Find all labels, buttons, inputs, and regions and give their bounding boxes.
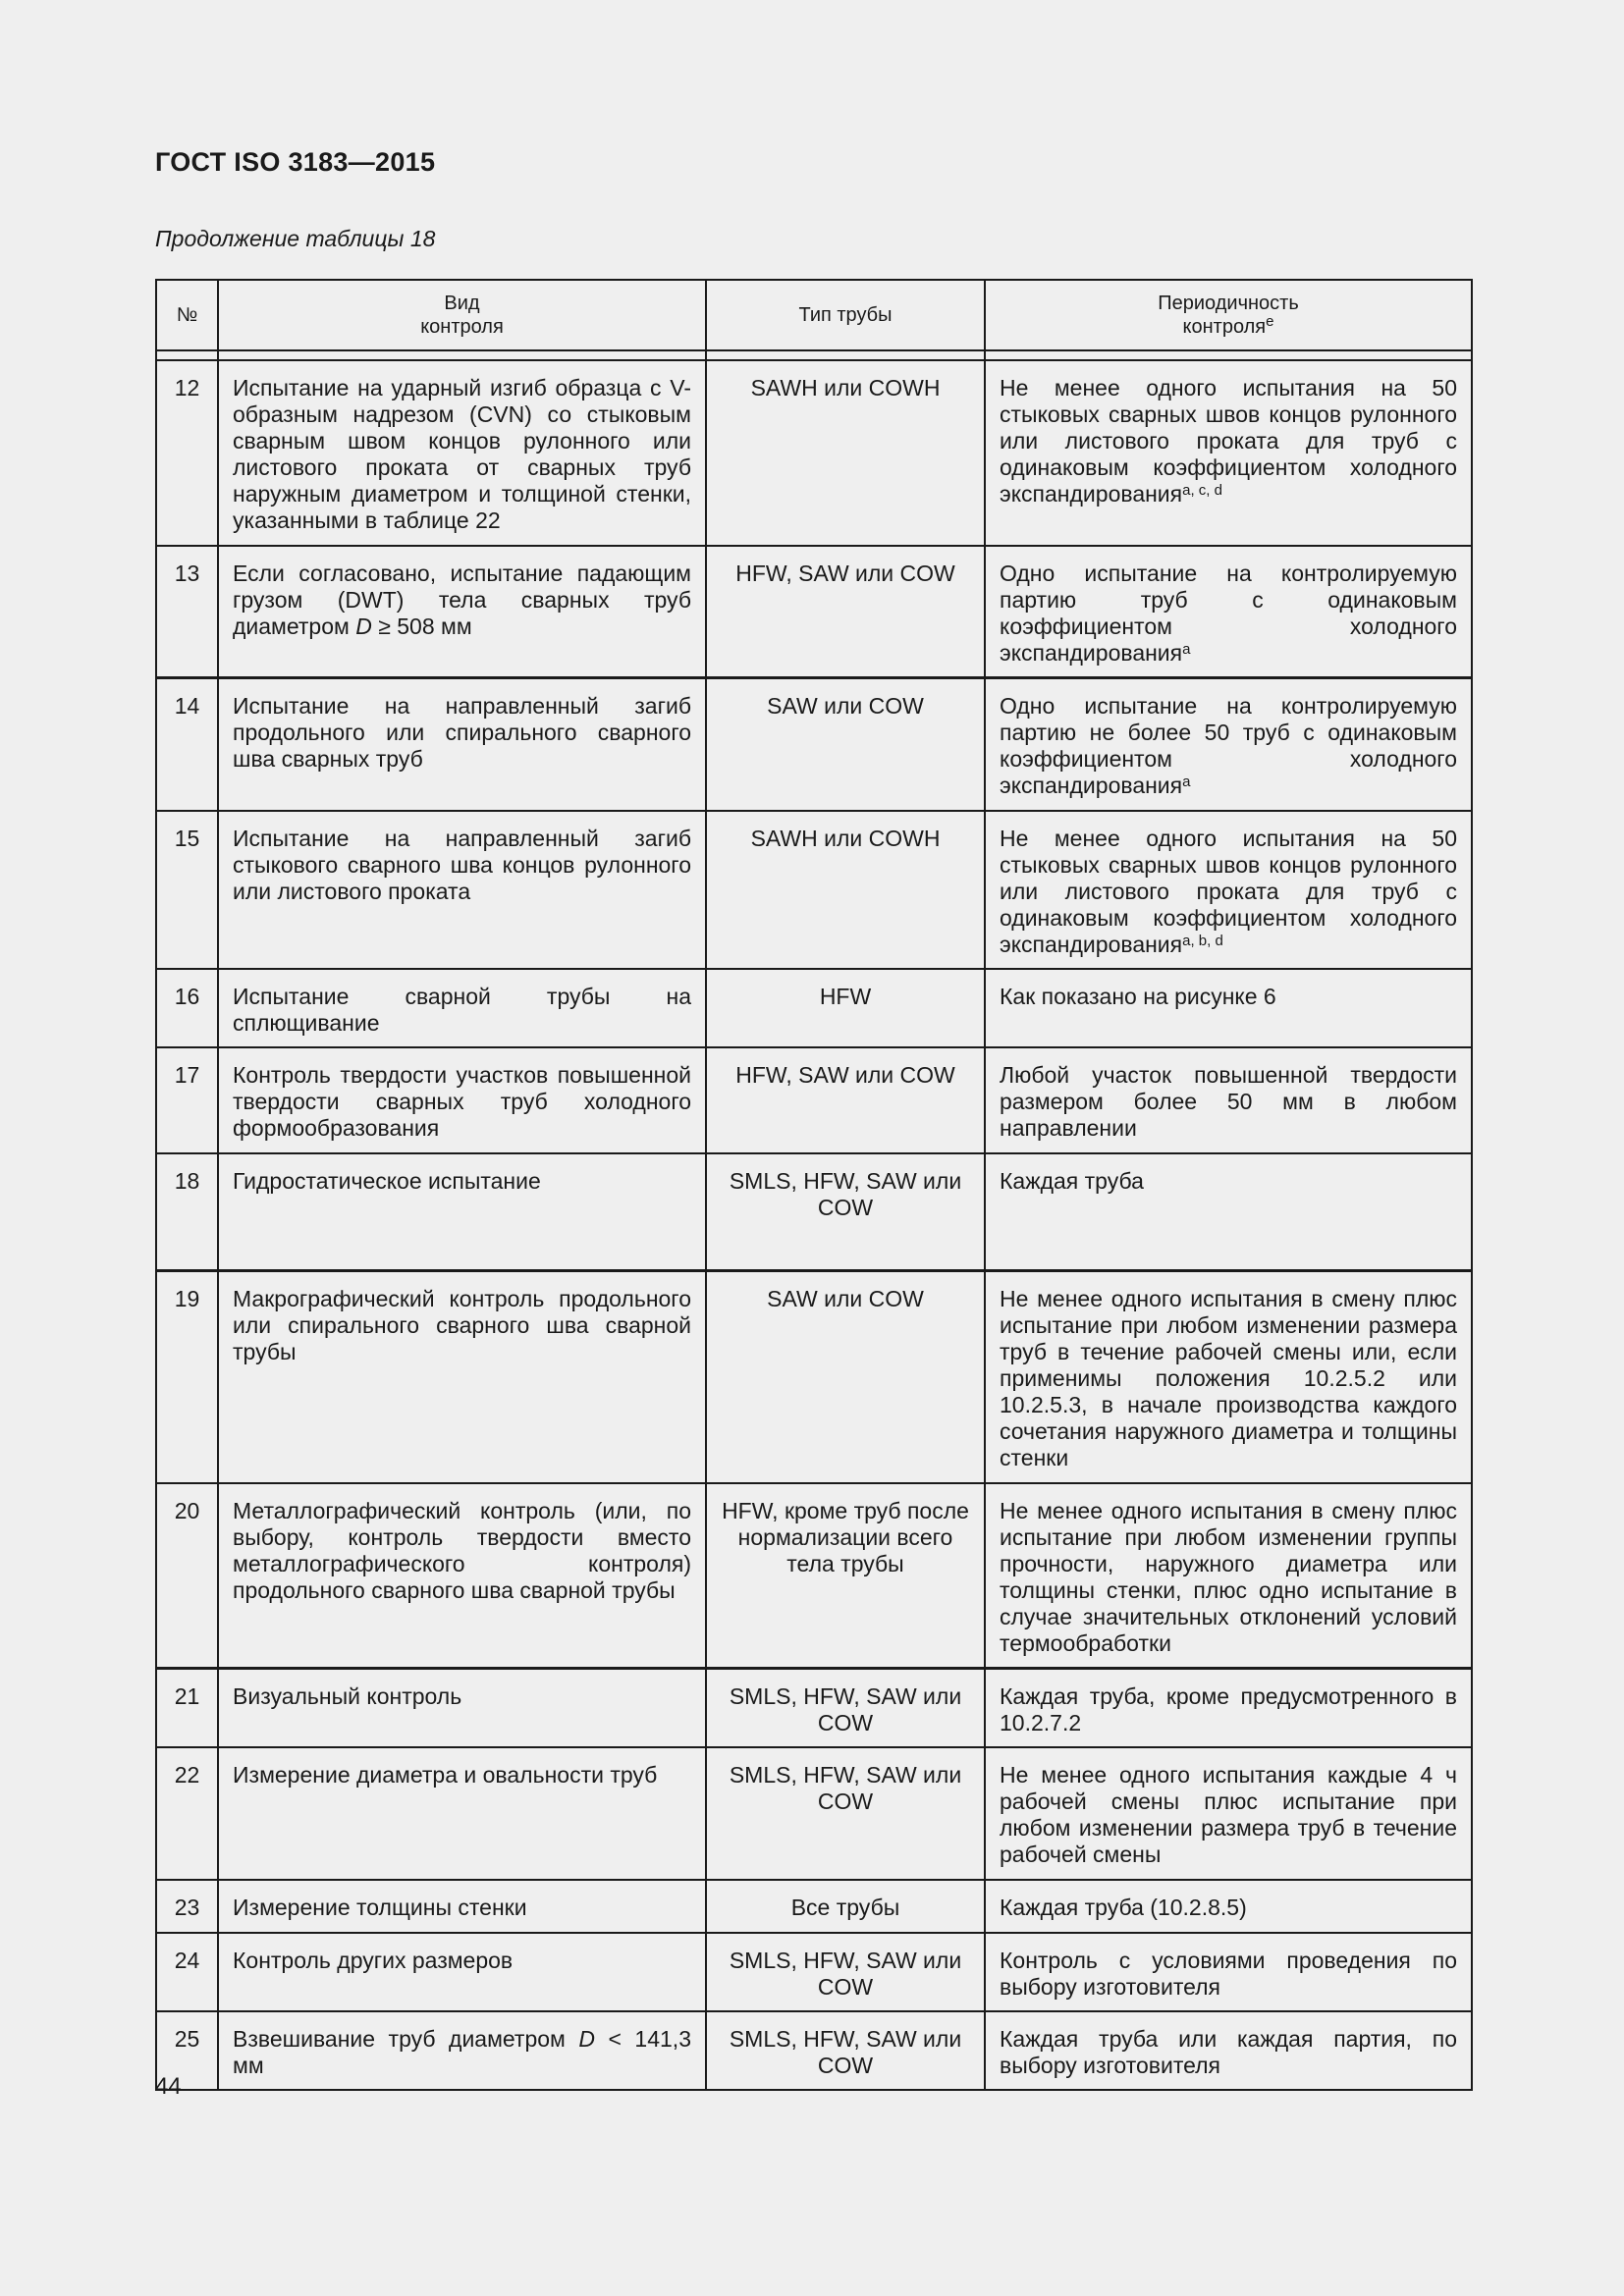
row-number: 22	[156, 1747, 218, 1880]
row-kind: Гидростатическое испытание	[218, 1153, 706, 1271]
row-kind: Испытание сварной трубы на сплющивание	[218, 969, 706, 1047]
row-frequency-text: Одно испытание на контролируемую партию труб с одинаковым коэффициентом холодного экспандирования	[1000, 561, 1457, 666]
row-kind: Контроль твердости участков повышенной твердости сварных труб холодного формообразования	[218, 1047, 706, 1153]
row-kind: Металлографический контроль (или, по выбору, контроль твердости вместо металлографического контроля) продольного сварного шва сварной трубы	[218, 1483, 706, 1669]
row-number: 14	[156, 678, 218, 811]
row-frequency: Как показано на рисунке 6	[985, 969, 1472, 1047]
table-row	[156, 1747, 1472, 1880]
document-title: ГОСТ ISO 3183—2015	[155, 147, 436, 177]
gap-cell	[985, 350, 1472, 360]
row-pipe-type: HFW, кроме труб после нормализации всего тела трубы	[706, 1483, 985, 1669]
row-frequency: Каждая труба (10.2.8.5)	[985, 1880, 1472, 1933]
row-kind: Испытание на направленный загиб продольного или спирального сварного шва сварных труб	[218, 678, 706, 811]
row-number: 23	[156, 1880, 218, 1933]
header-kind-line1: Вид	[444, 293, 480, 314]
row-kind-variable: D	[355, 614, 372, 639]
row-pipe-type: SMLS, HFW, SAW или COW	[706, 1668, 985, 1747]
row-kind-text-end: < 141,3 мм	[233, 2025, 691, 2078]
gap-cell	[156, 350, 218, 360]
row-frequency-text: Не менее одного испытания на 50 стыковых сварных швов концов рулонного или листового проката для труб с одинаковым коэффициентом холодного экспандирования	[1000, 375, 1457, 507]
row-pipe-type: SMLS, HFW, SAW или COW	[706, 1747, 985, 1880]
row-number: 18	[156, 1153, 218, 1271]
header-freq-line1: Периодичность	[1158, 293, 1299, 314]
row-number: 21	[156, 1668, 218, 1747]
table-row	[156, 360, 1472, 546]
row-pipe-type: HFW, SAW или COW	[706, 546, 985, 678]
row-kind: Макрографический контроль продольного или спирального сварного шва сварной трубы	[218, 1271, 706, 1483]
table-row	[156, 1933, 1472, 2011]
table-row	[156, 1880, 1472, 1933]
inspection-table	[155, 279, 1473, 2091]
row-frequency-sup: a, c, d	[1182, 482, 1222, 499]
row-number: 19	[156, 1271, 218, 1483]
table-row	[156, 1047, 1472, 1153]
row-frequency: Контроль с условиями проведения по выбору изготовителя	[985, 1933, 1472, 2011]
row-frequency	[985, 678, 1472, 811]
row-kind: Измерение толщины стенки	[218, 1880, 706, 1933]
row-frequency: Любой участок повышенной твердости размером более 50 мм в любом направлении	[985, 1047, 1472, 1153]
row-pipe-type: SAWH или COWH	[706, 360, 985, 546]
header-num: №	[156, 280, 218, 350]
row-kind: Испытание на направленный загиб стыкового сварного шва концов рулонного или листового проката	[218, 811, 706, 969]
row-kind: Контроль других размеров	[218, 1933, 706, 2011]
row-kind	[218, 2011, 706, 2090]
header-kind	[218, 280, 706, 350]
row-pipe-type: SMLS, HFW, SAW или COW	[706, 1933, 985, 2011]
row-frequency: Не менее одного испытания каждые 4 ч рабочей смены плюс испытание при любом изменении размера труб в течение рабочей смены	[985, 1747, 1472, 1880]
header-kind-line2: контроля	[420, 316, 504, 338]
row-kind-text-end: ≥ 508 мм	[371, 614, 472, 639]
table-row	[156, 1668, 1472, 1747]
row-number: 24	[156, 1933, 218, 2011]
row-frequency-sup: a	[1182, 641, 1191, 658]
header-freq-sup: е	[1266, 313, 1274, 330]
header-freq	[985, 280, 1472, 350]
row-pipe-type: Все трубы	[706, 1880, 985, 1933]
row-frequency-text: Не менее одного испытания на 50 стыковых сварных швов концов рулонного или листового проката для труб с одинаковым коэффициентом холодного экспандирования	[1000, 825, 1457, 957]
table-row	[156, 546, 1472, 678]
row-frequency	[985, 360, 1472, 546]
row-kind: Испытание на ударный изгиб образца с V-образным надрезом (CVN) со стыковым сварным швом концов рулонного или листового проката от сварных труб наружным диаметром и толщиной стенки, указанными в таблице 22	[218, 360, 706, 546]
row-pipe-type: SAWH или COWH	[706, 811, 985, 969]
row-pipe-type: SMLS, HFW, SAW или COW	[706, 2011, 985, 2090]
gap-cell	[706, 350, 985, 360]
table-header-row	[156, 280, 1472, 350]
row-frequency: Не менее одного испытания в смену плюс испытание при любом изменении группы прочности, наружного диаметра или толщины стенки, плюс одно испытание в случае значительных отклонений условий термообработки	[985, 1483, 1472, 1669]
row-kind: Визуальный контроль	[218, 1668, 706, 1747]
row-pipe-type: HFW, SAW или COW	[706, 1047, 985, 1153]
row-kind: Измерение диаметра и овальности труб	[218, 1747, 706, 1880]
row-pipe-type: SAW или COW	[706, 1271, 985, 1483]
table-row	[156, 969, 1472, 1047]
page-number: 44	[155, 2073, 182, 2100]
row-frequency-sup: a, b, d	[1182, 932, 1223, 949]
table-row	[156, 678, 1472, 811]
row-number: 20	[156, 1483, 218, 1669]
row-frequency: Каждая труба, кроме предусмотренного в 10.2.7.2	[985, 1668, 1472, 1747]
row-pipe-type: HFW	[706, 969, 985, 1047]
header-freq-text: контроля	[1182, 316, 1267, 338]
header-freq-line2	[996, 315, 1461, 339]
row-number: 16	[156, 969, 218, 1047]
row-number: 17	[156, 1047, 218, 1153]
row-kind	[218, 546, 706, 678]
row-frequency: Каждая труба или каждая партия, по выбору изготовителя	[985, 2011, 1472, 2090]
row-kind-variable: D	[578, 2025, 595, 2052]
table-row	[156, 1271, 1472, 1483]
row-number: 12	[156, 360, 218, 546]
gap-cell	[218, 350, 706, 360]
header-gap-row	[156, 350, 1472, 360]
header-type: Тип трубы	[706, 280, 985, 350]
row-pipe-type: SMLS, HFW, SAW или COW	[706, 1153, 985, 1271]
table-row	[156, 2011, 1472, 2090]
row-number: 13	[156, 546, 218, 678]
row-number: 15	[156, 811, 218, 969]
row-number: 25	[156, 2011, 218, 2090]
row-frequency	[985, 811, 1472, 969]
table-row	[156, 1483, 1472, 1669]
row-pipe-type: SAW или COW	[706, 678, 985, 811]
row-frequency-sup: a	[1182, 774, 1191, 790]
row-kind-text: Взвешивание труб диаметром	[233, 2025, 579, 2052]
table-row	[156, 1153, 1472, 1271]
row-frequency	[985, 546, 1472, 678]
table-caption: Продолжение таблицы 18	[155, 226, 436, 251]
row-frequency-text: Одно испытание на контролируемую партию не более 50 труб с одинаковым коэффициентом холодного экспандирования	[1000, 693, 1457, 798]
row-frequency: Не менее одного испытания в смену плюс испытание при любом изменении размера труб в течение рабочей смены или, если применимы положения 10.2.5.2 или 10.2.5.3, в начале производства каждого сочетания наружного диаметра и толщины стенки	[985, 1271, 1472, 1483]
table-row	[156, 811, 1472, 969]
row-frequency: Каждая труба	[985, 1153, 1472, 1271]
row-kind-text: Если согласовано, испытание падающим грузом (DWT) тела сварных труб диаметром	[233, 561, 691, 639]
